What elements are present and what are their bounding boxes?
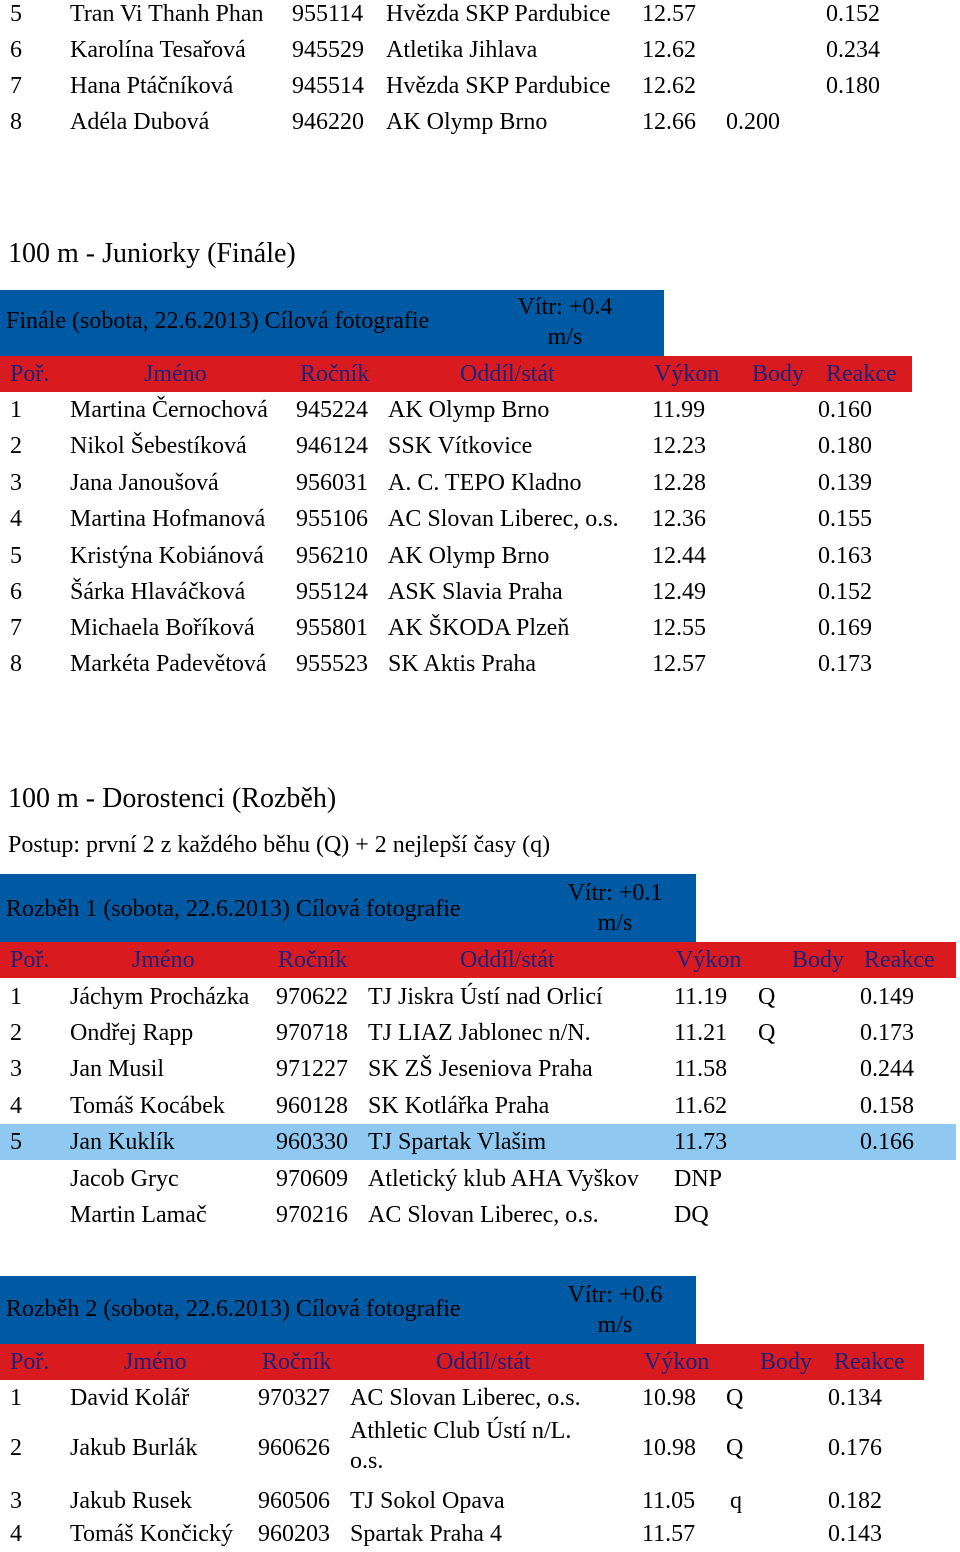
qualification-mark: Q [758, 1020, 776, 1046]
wind-info [540, 878, 690, 938]
col-performance: Výkon [644, 1349, 710, 1375]
club: Hvězda SKP Pardubice [386, 1, 611, 27]
performance: 12.62 [642, 37, 696, 63]
wind-unit: m/s [547, 324, 583, 350]
club: TJ Sokol Opava [350, 1488, 505, 1514]
club: SK ZŠ Jeseniova Praha [368, 1056, 593, 1082]
athlete-name: Jáchym Procházka [70, 984, 250, 1010]
reaction-time: 0.180 [826, 73, 880, 99]
wind-info [540, 1280, 690, 1340]
col-club: Oddíl/stát [436, 1349, 531, 1375]
birth-code: 960506 [258, 1488, 330, 1514]
heat-header-bar [0, 1276, 696, 1344]
performance: 12.62 [642, 73, 696, 99]
highlighted-table-row [0, 1124, 956, 1160]
athlete-name: Jakub Rusek [70, 1488, 192, 1514]
club: AC Slovan Liberec, o.s. [350, 1385, 581, 1411]
birth-code: 960128 [276, 1093, 348, 1119]
col-points: Body [760, 1349, 813, 1375]
table-row [0, 646, 960, 682]
rank: 2 [10, 1435, 22, 1461]
qualification-mark: Q [726, 1385, 744, 1411]
rank: 5 [10, 543, 22, 569]
club: SSK Vítkovice [388, 433, 533, 459]
heat-label: Rozběh 2 (sobota, 22.6.2013) Cílová fotografie [6, 1296, 461, 1322]
performance: 10.98 [642, 1385, 696, 1411]
wind-value: Vítr: +0.4 [517, 294, 613, 320]
performance: 12.57 [652, 651, 706, 677]
rank: 1 [10, 1385, 22, 1411]
athlete-name: Adéla Dubová [70, 109, 210, 135]
rank: 6 [10, 37, 22, 63]
rank: 3 [10, 470, 22, 496]
col-year: Ročník [278, 947, 348, 973]
performance: 11.57 [642, 1521, 696, 1547]
reaction-time: 0.173 [860, 1020, 914, 1046]
athlete-name: Martina Černochová [70, 397, 268, 423]
birth-code: 960626 [258, 1435, 330, 1461]
table-row [0, 574, 960, 610]
performance: 11.21 [674, 1020, 728, 1046]
heat-label: Finále (sobota, 22.6.2013) Cílová fotografie [6, 308, 430, 334]
club: SK Kotlářka Praha [368, 1093, 550, 1119]
qualification-mark: q [730, 1488, 742, 1514]
reaction-time: 0.176 [828, 1435, 882, 1461]
col-club: Oddíl/stát [460, 361, 555, 387]
athlete-name: Jan Kuklík [70, 1129, 175, 1155]
reaction-time: 0.166 [860, 1129, 914, 1155]
athlete-name: Jan Musil [70, 1056, 165, 1082]
club: Atletika Jihlava [386, 37, 538, 63]
birth-code: 960203 [258, 1521, 330, 1547]
club: AC Slovan Liberec, o.s. [368, 1202, 599, 1228]
table-row [0, 501, 960, 537]
athlete-name: Nikol Šebestíková [70, 433, 247, 459]
rank: 3 [10, 1056, 22, 1082]
wind-unit: m/s [597, 1312, 633, 1338]
table-row [0, 1197, 956, 1233]
table-row [0, 1015, 956, 1051]
col-reaction: Reakce [864, 947, 935, 973]
table-row [0, 1161, 956, 1197]
athlete-name: Hana Ptáčníková [70, 73, 234, 99]
performance: DNP [674, 1166, 723, 1192]
performance: 11.05 [642, 1488, 696, 1514]
rank: 4 [10, 506, 22, 532]
rank: 1 [10, 397, 22, 423]
wind-unit: m/s [597, 910, 633, 936]
wind-value: Vítr: +0.1 [567, 880, 663, 906]
performance: 12.28 [652, 470, 706, 496]
reaction-time: 0.163 [818, 543, 872, 569]
birth-code: 945224 [296, 397, 368, 423]
birth-code: 946124 [296, 433, 368, 459]
section-title-dorostenci: 100 m - Dorostenci (Rozběh) [8, 783, 337, 814]
reaction-time: 0.234 [826, 37, 880, 63]
rank: 8 [10, 651, 22, 677]
club: AC Slovan Liberec, o.s. [388, 506, 619, 532]
reaction-time: 0.134 [828, 1385, 882, 1411]
rank: 4 [10, 1521, 22, 1547]
heat-label: Rozběh 1 (sobota, 22.6.2013) Cílová fotografie [6, 896, 461, 922]
club: TJ Spartak Vlašim [368, 1129, 547, 1155]
athlete-name: Šárka Hlaváčková [70, 579, 246, 605]
rank: 6 [10, 579, 22, 605]
col-performance: Výkon [676, 947, 742, 973]
reaction-time: 0.139 [818, 470, 872, 496]
col-rank: Poř. [10, 1349, 50, 1375]
performance: 11.58 [674, 1056, 728, 1082]
club: AK Olymp Brno [388, 397, 550, 423]
col-rank: Poř. [10, 947, 50, 973]
club: ASK Slavia Praha [388, 579, 563, 605]
performance: 12.44 [652, 543, 706, 569]
club-line-2: o.s. [350, 1448, 384, 1474]
table-row [0, 610, 960, 646]
performance: 12.66 [642, 109, 696, 135]
athlete-name: Tomáš Končický [70, 1521, 233, 1547]
athlete-name: Tomáš Kocábek [70, 1093, 225, 1119]
birth-code: 955114 [292, 1, 364, 27]
birth-code: 970216 [276, 1202, 348, 1228]
table-row [0, 1380, 924, 1416]
athlete-name: David Kolář [70, 1385, 190, 1411]
performance: 12.23 [652, 433, 706, 459]
rank: 4 [10, 1093, 22, 1119]
rank: 5 [10, 1, 22, 27]
athlete-name: Jakub Burlák [70, 1435, 198, 1461]
col-points: Body [752, 361, 805, 387]
wind-info [490, 292, 640, 352]
birth-code: 956031 [296, 470, 368, 496]
athlete-name: Kristýna Kobiánová [70, 543, 264, 569]
column-header-row [0, 356, 912, 392]
birth-code: 971227 [276, 1056, 348, 1082]
col-performance: Výkon [654, 361, 720, 387]
performance: 11.73 [674, 1129, 728, 1155]
col-points: Body [792, 947, 845, 973]
club: AK Olymp Brno [388, 543, 550, 569]
table-row [0, 428, 960, 464]
birth-code: 955801 [296, 615, 368, 641]
athlete-name: Ondřej Rapp [70, 1020, 194, 1046]
performance: 11.99 [652, 397, 706, 423]
reaction-time: 0.173 [818, 651, 872, 677]
club: Spartak Praha 4 [350, 1521, 502, 1547]
athlete-name: Karolína Tesařová [70, 37, 246, 63]
heat-header-bar [0, 290, 664, 356]
col-year: Ročník [300, 361, 370, 387]
club-line-1: Athletic Club Ústí n/L. [350, 1418, 572, 1444]
rank: 7 [10, 73, 22, 99]
table-row [0, 1516, 924, 1552]
birth-code: 955523 [296, 651, 368, 677]
table-row [0, 1416, 924, 1480]
col-club: Oddíl/stát [460, 947, 555, 973]
col-name: Jméno [132, 947, 195, 973]
table-row [0, 104, 960, 140]
table-row [0, 1483, 924, 1519]
athlete-name: Jacob Gryc [70, 1166, 179, 1192]
reaction-time: 0.244 [860, 1056, 914, 1082]
column-header-row [0, 1344, 924, 1380]
rank: 2 [10, 433, 22, 459]
birth-code: 970622 [276, 984, 348, 1010]
birth-code: 945529 [292, 37, 364, 63]
col-name: Jméno [124, 1349, 187, 1375]
reaction-time: 0.158 [860, 1093, 914, 1119]
reaction-time: 0.182 [828, 1488, 882, 1514]
qualification-mark: Q [726, 1435, 744, 1461]
col-reaction: Reakce [826, 361, 897, 387]
performance: DQ [674, 1202, 709, 1228]
club: TJ Jiskra Ústí nad Orlicí [368, 984, 603, 1010]
performance: 11.19 [674, 984, 728, 1010]
athlete-name: Martin Lamač [70, 1202, 207, 1228]
column-header-row [0, 942, 956, 978]
qualification-mark: Q [758, 984, 776, 1010]
rank: 7 [10, 615, 22, 641]
table-row [0, 979, 956, 1015]
table-row [0, 1088, 956, 1124]
birth-code: 970327 [258, 1385, 330, 1411]
reaction-time: 0.152 [826, 1, 880, 27]
reaction-time: 0.143 [828, 1521, 882, 1547]
performance: 12.49 [652, 579, 706, 605]
club: A. C. TEPO Kladno [388, 470, 582, 496]
table-row [0, 32, 960, 68]
birth-code: 970609 [276, 1166, 348, 1192]
athlete-name: Michaela Boříková [70, 615, 255, 641]
club: AK ŠKODA Plzeň [388, 615, 570, 641]
heat-header-bar [0, 874, 696, 942]
rank: 2 [10, 1020, 22, 1046]
reaction-time: 0.180 [818, 433, 872, 459]
wind-value: Vítr: +0.6 [567, 1282, 663, 1308]
qualification-note: Postup: první 2 z každého běhu (Q) + 2 nejlepší časy (q) [8, 832, 551, 858]
birth-code: 960330 [276, 1129, 348, 1155]
club: TJ LIAZ Jablonec n/N. [368, 1020, 591, 1046]
club: Hvězda SKP Pardubice [386, 73, 611, 99]
rank: 3 [10, 1488, 22, 1514]
birth-code: 946220 [292, 109, 364, 135]
reaction-time: 0.149 [860, 984, 914, 1010]
table-row [0, 392, 960, 428]
table-row [0, 465, 960, 501]
birth-code: 945514 [292, 73, 364, 99]
athlete-name: Tran Vi Thanh Phan [70, 1, 264, 27]
table-row [0, 1051, 956, 1087]
reaction-time: 0.200 [726, 109, 780, 135]
performance: 12.36 [652, 506, 706, 532]
birth-code: 956210 [296, 543, 368, 569]
rank: 8 [10, 109, 22, 135]
birth-code: 955106 [296, 506, 368, 532]
table-row [0, 68, 960, 104]
club: AK Olymp Brno [386, 109, 548, 135]
athlete-name: Markéta Padevětová [70, 651, 267, 677]
athlete-name: Martina Hofmanová [70, 506, 266, 532]
performance: 12.57 [642, 1, 696, 27]
birth-code: 955124 [296, 579, 368, 605]
athlete-name: Jana Janoušová [70, 470, 219, 496]
section-title-juniorky: 100 m - Juniorky (Finále) [8, 238, 296, 269]
reaction-time: 0.152 [818, 579, 872, 605]
col-reaction: Reakce [834, 1349, 905, 1375]
rank: 1 [10, 984, 22, 1010]
reaction-time: 0.160 [818, 397, 872, 423]
birth-code: 970718 [276, 1020, 348, 1046]
club: Atletický klub AHA Vyškov [368, 1166, 639, 1192]
reaction-time: 0.155 [818, 506, 872, 532]
col-rank: Poř. [10, 361, 50, 387]
col-year: Ročník [262, 1349, 332, 1375]
col-name: Jméno [144, 361, 207, 387]
performance: 10.98 [642, 1435, 696, 1461]
club: SK Aktis Praha [388, 651, 537, 677]
performance: 11.62 [674, 1093, 728, 1119]
table-row [0, 0, 960, 32]
rank: 5 [10, 1129, 22, 1155]
table-row [0, 538, 960, 574]
performance: 12.55 [652, 615, 706, 641]
reaction-time: 0.169 [818, 615, 872, 641]
